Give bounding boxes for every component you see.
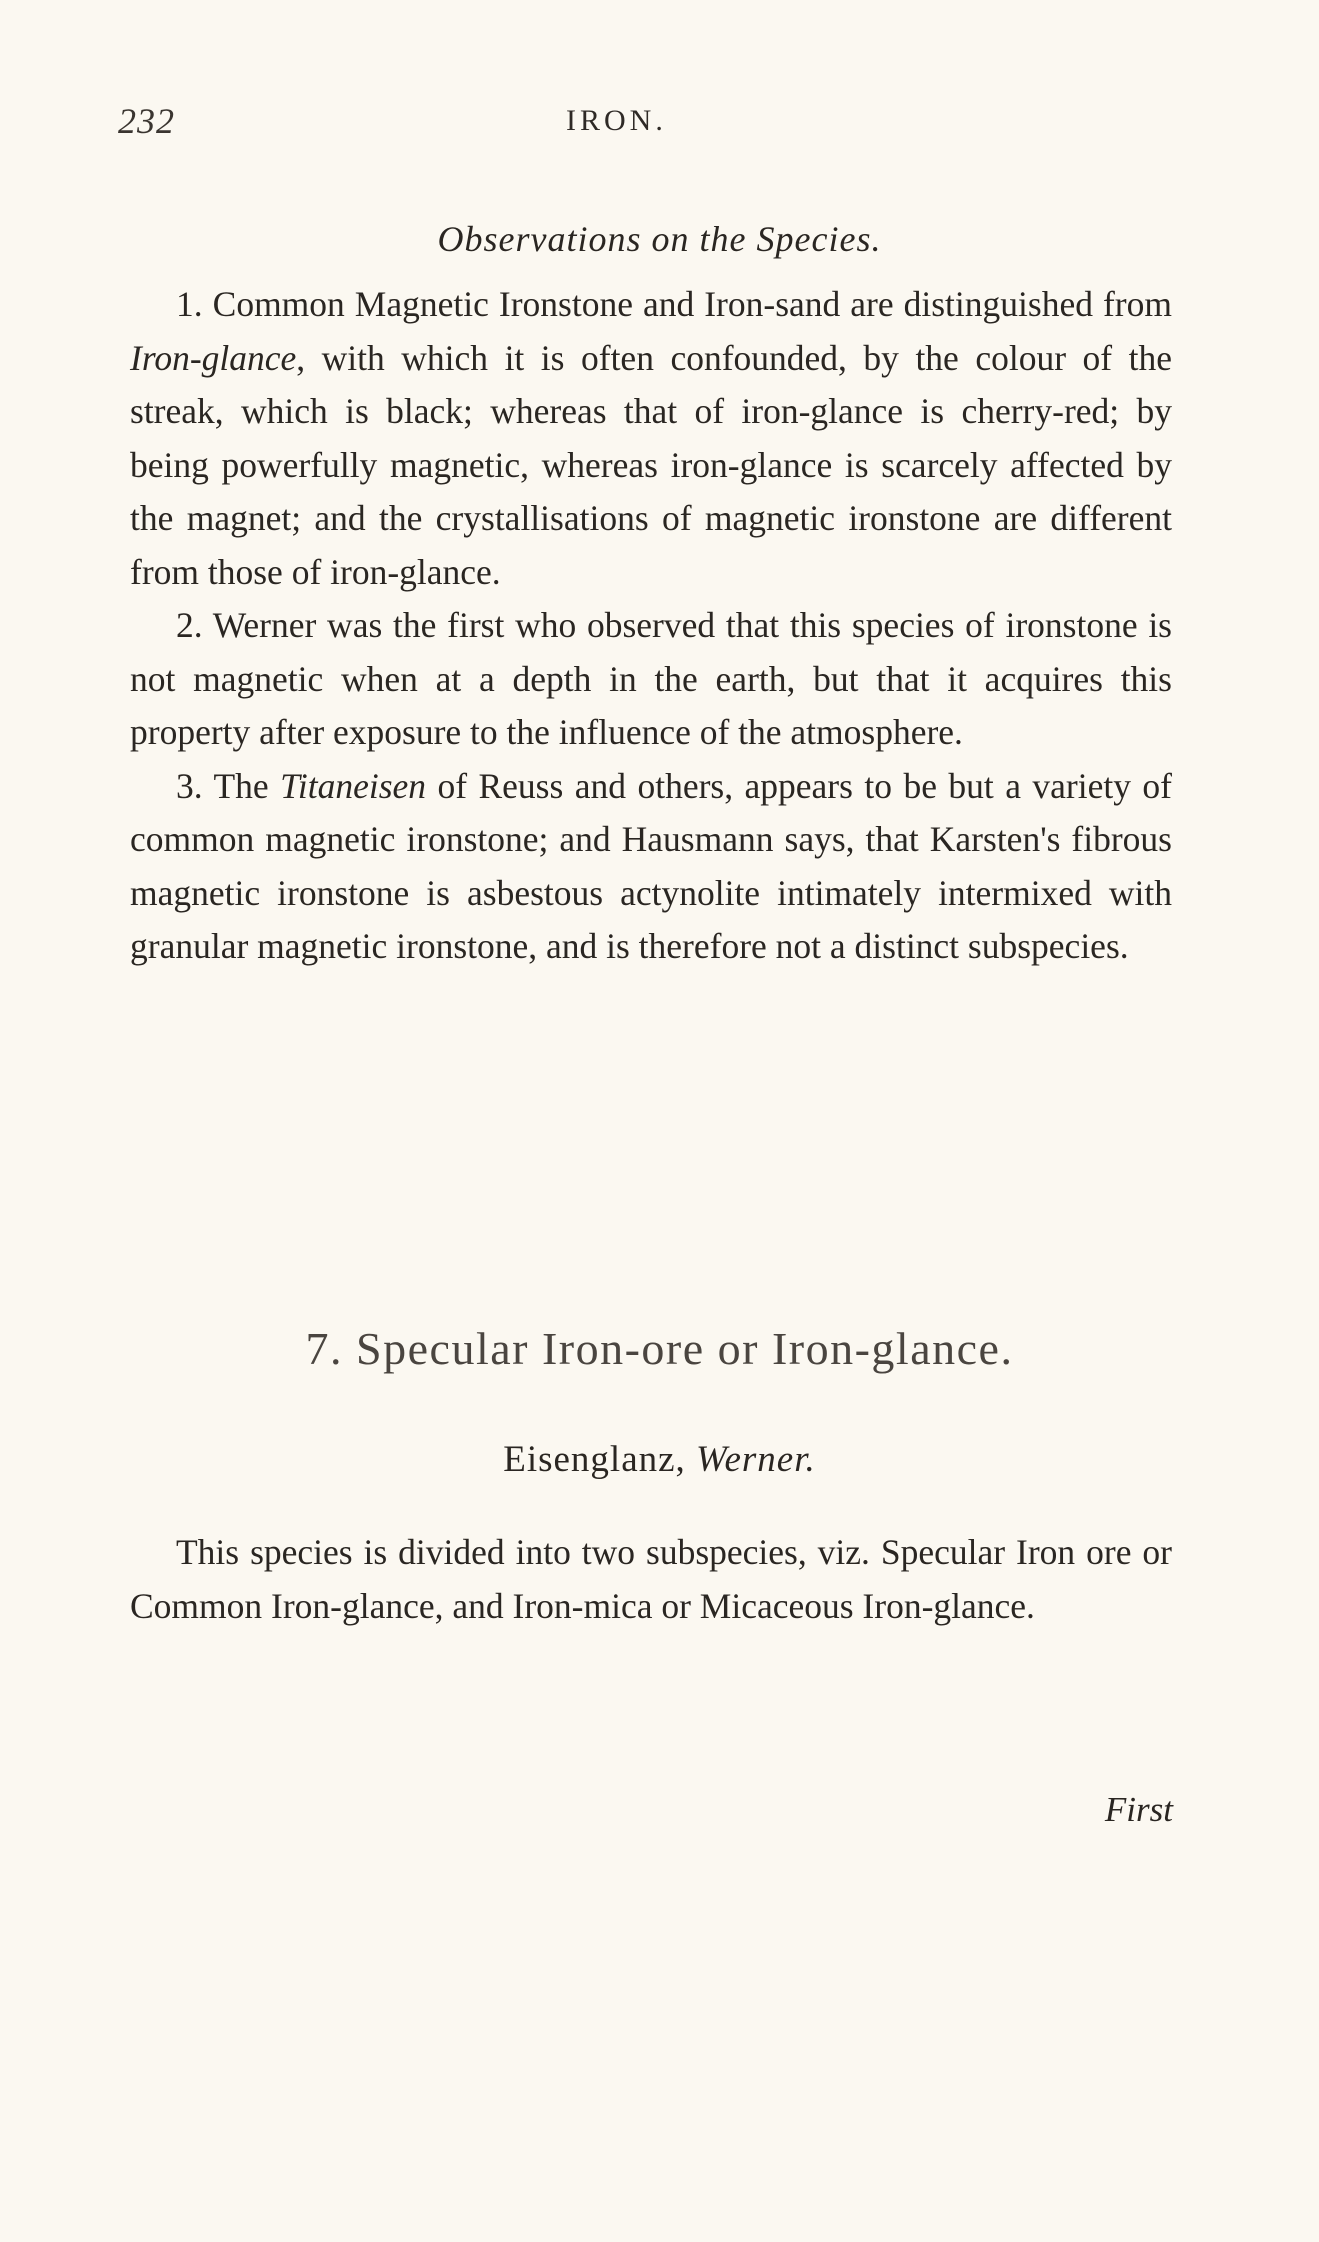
synonym-author: Werner.: [696, 1439, 816, 1480]
page-header: [118, 100, 1168, 160]
species-intro-block: [130, 1526, 1172, 1633]
observations-title: Observations on the Species.: [437, 219, 882, 259]
emphasis: Titaneisen: [280, 765, 427, 806]
observation-paragraph-1: 1. Common Magnetic Ironstone and Iron-sand are distinguished from Iron-glance, with which it is often confounded, by the colour of the streak, which is black; whereas that of iron-glance is cherry-red; by being powerfully magnetic, whereas iron-glance is scarcely affected by the magnet; and the crystallisations of magnetic ironstone are different from those of iron-glance.: [130, 284, 1172, 592]
paragraph-number: 2.: [176, 605, 203, 645]
observation-paragraph-2: 2. Werner was the first who observed that this species of ironstone is not magnetic when at a depth in the earth, but that it acquires this property after exposure to the influence of the atmosphere.: [130, 605, 1172, 752]
page-number: 232: [118, 101, 175, 141]
observation-paragraph-3: 3. The Titaneisen of Reuss and others, appears to be but a variety of common magnetic ironstone; and Hausmann says, that Karsten's fibrous magnetic ironstone is asbestous actynolite intimately intermixed with granular magnetic ironstone, and is therefore not a distinct subspecies.: [130, 765, 1172, 966]
catchword: First: [1104, 1790, 1173, 1829]
species-synonym: [0, 1438, 1319, 1481]
species-intro: This species is divided into two subspecies, viz. Specular Iron ore or Common Iron-glance, and Iron-mica or Micaceous Iron-glance.: [130, 1532, 1172, 1626]
species-heading: 7. Specular Iron-ore or Iron-glance.: [305, 1323, 1014, 1374]
synonym-name: Eisenglanz,: [503, 1439, 686, 1480]
paragraph-number: 3.: [176, 765, 203, 806]
emphasis: Iron-glance: [130, 337, 297, 378]
paragraph-number: 1.: [176, 284, 203, 324]
observations-body: [130, 278, 1172, 974]
running-head: IRON.: [566, 104, 667, 137]
